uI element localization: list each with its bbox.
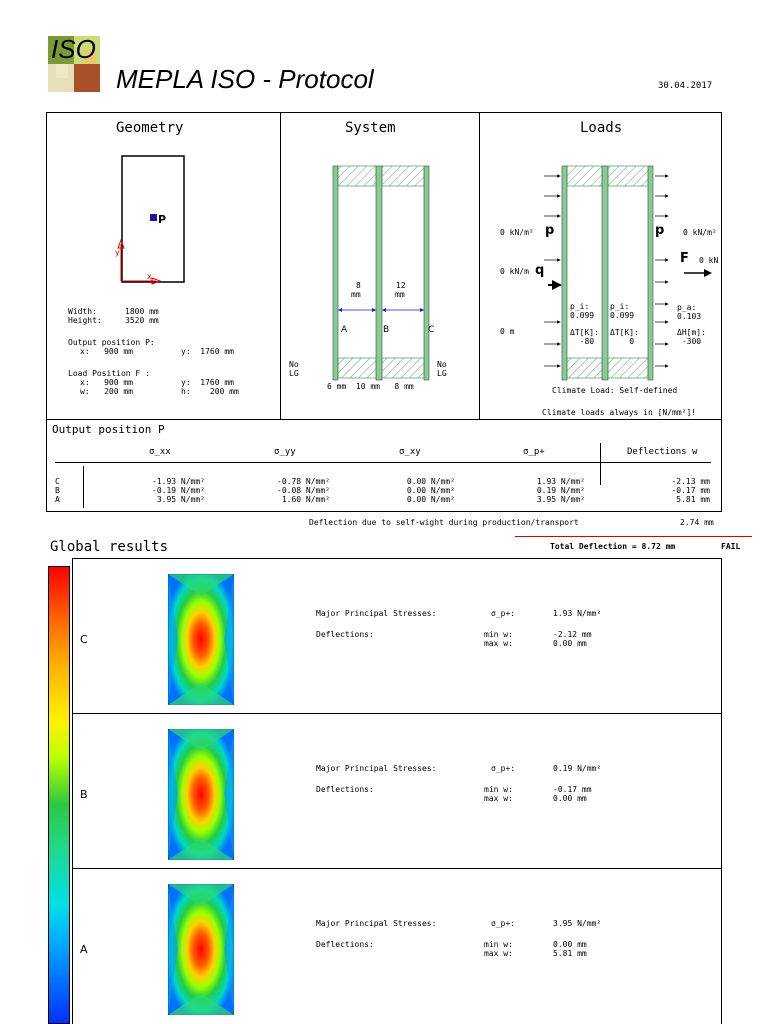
stress-label: Major Principal Stresses: — [316, 919, 437, 928]
table-cell-sxx: -0.19 N/mm² — [152, 486, 205, 495]
max-w-value: 0.00 mm — [553, 794, 587, 803]
report-date: 30.04.2017 — [658, 81, 713, 91]
pane-a-label: A — [341, 325, 348, 335]
output-x: x: 900 mm — [80, 347, 133, 356]
gap-2-value: 12 — [396, 281, 406, 290]
max-w-label: max w: — [484, 949, 513, 958]
stress-label: Major Principal Stresses: — [316, 609, 437, 618]
self-weight-value: 2.74 mm — [680, 518, 714, 527]
table-cell-sxy: 0.00 N/mm² — [406, 477, 455, 486]
max-w-label: max w: — [484, 794, 513, 803]
delta-height: ΔH[m]: -300 — [677, 328, 706, 346]
pane-label: A — [80, 943, 88, 956]
stress-symbol: σ_p+: — [491, 919, 516, 928]
output-y: y: 1760 mm — [181, 347, 234, 356]
point-p-label: P — [158, 213, 167, 226]
geometry-drawing — [100, 150, 200, 290]
stress-value: 0.19 N/mm² — [553, 764, 602, 773]
delta-temp-right: ΔT[K]: 0 — [610, 328, 639, 346]
stress-contour-plot — [168, 574, 234, 705]
force-arrow-icon — [684, 268, 712, 278]
system-drawing — [330, 160, 440, 385]
stress-value: 1.93 N/mm² — [553, 609, 602, 618]
inner-pressure-left: p_i: 0.099 — [570, 302, 595, 320]
table-cell-w: -2.13 mm — [671, 477, 710, 486]
left-p-label: p — [545, 223, 555, 238]
stress-symbol: σ_p+: — [491, 609, 516, 618]
climate-load-label: Climate Load: Self-defined — [552, 386, 678, 395]
stress-contour-plot — [168, 729, 234, 860]
gap-1-value: 8 — [356, 281, 361, 290]
min-w-value: -2.12 mm — [553, 630, 592, 639]
iso-logo — [48, 36, 100, 92]
right-p-value: 0 kN/m² — [683, 228, 717, 237]
output-position-label: Output position P: — [68, 338, 155, 347]
global-results-title: Global results — [50, 539, 169, 555]
table-cell-sxx: 3.95 N/mm² — [156, 495, 205, 504]
output-table-title: Output position P — [52, 423, 165, 436]
inner-pressure-right: p_i: 0.099 — [610, 302, 635, 320]
stress-symbol: σ_p+: — [491, 764, 516, 773]
outer-pressure: p_a: 0.103 — [677, 303, 702, 321]
logo-text: ISO — [51, 34, 96, 64]
col-header-sp: σ_p+ — [523, 447, 545, 457]
gap-1-unit: mm — [351, 290, 361, 299]
table-cell-syy: -0.78 N/mm² — [277, 477, 330, 486]
table-cell-pane: A — [55, 495, 60, 504]
system-title: System — [345, 120, 396, 136]
pane-c-label: C — [428, 325, 435, 335]
max-w-label: max w: — [484, 639, 513, 648]
width-label: Width: — [68, 307, 97, 316]
load-x: x: 900 mm — [80, 378, 133, 387]
height-label: Height: — [68, 316, 102, 325]
col-header-syy: σ_yy — [274, 447, 296, 457]
table-cell-sxy: 0.00 N/mm² — [406, 495, 455, 504]
min-w-value: -0.17 mm — [553, 785, 592, 794]
table-cell-sp: 0.19 N/mm² — [536, 486, 585, 495]
col-header-sxy: σ_xy — [399, 447, 421, 457]
height-value: 3520 mm — [125, 316, 159, 325]
table-cell-syy: 1.60 N/mm² — [281, 495, 330, 504]
min-w-label: min w: — [484, 940, 513, 949]
color-scale-legend — [48, 566, 70, 1024]
climate-note: Climate loads always in [N/mm²]! — [542, 408, 697, 417]
pane-b-label: B — [383, 325, 390, 335]
table-cell-sxy: 0.00 N/mm² — [406, 486, 455, 495]
table-cell-w: -0.17 mm — [671, 486, 710, 495]
load-position-label: Load Position F : — [68, 369, 150, 378]
self-weight-label: Deflection due to self-wight during production/transport — [309, 518, 579, 527]
right-f-label: F — [680, 251, 689, 266]
left-p-value: 0 kN/m² — [500, 228, 534, 237]
left-q-value: 0 kN/m — [500, 267, 529, 276]
axis-x-label: x — [147, 272, 152, 281]
geometry-title: Geometry — [116, 120, 184, 136]
max-w-value: 5.81 mm — [553, 949, 587, 958]
min-w-value: 0.00 mm — [553, 940, 587, 949]
delta-temp-left: ΔT[K]: -80 — [570, 328, 599, 346]
right-f-value: 0 kN — [699, 256, 719, 265]
left-support-label: No LG — [289, 360, 299, 378]
total-deflection: Total Deflection = 8.72 mm — [550, 542, 676, 551]
table-cell-sxx: -1.93 N/mm² — [152, 477, 205, 486]
stress-contour-plot — [168, 884, 234, 1015]
deflections-label: Deflections: — [316, 630, 374, 639]
left-m-value: 0 m — [500, 327, 515, 336]
table-cell-pane: B — [55, 486, 60, 495]
col-header-sxx: σ_xx — [149, 447, 171, 457]
load-h: h: 200 mm — [181, 387, 239, 396]
right-support-label: No LG — [437, 360, 447, 378]
axis-y-label: y — [115, 248, 120, 257]
min-w-label: min w: — [484, 630, 513, 639]
loads-title: Loads — [580, 120, 623, 136]
col-header-w: Deflections w — [627, 447, 698, 457]
table-cell-sp: 1.93 N/mm² — [536, 477, 585, 486]
width-value: 1800 mm — [125, 307, 159, 316]
deflections-label: Deflections: — [316, 785, 374, 794]
stress-label: Major Principal Stresses: — [316, 764, 437, 773]
table-cell-syy: -0.08 N/mm² — [277, 486, 330, 495]
table-cell-sp: 3.95 N/mm² — [536, 495, 585, 504]
table-cell-pane: C — [55, 477, 60, 486]
load-y: y: 1760 mm — [181, 378, 234, 387]
gap-2-unit: mm — [395, 290, 405, 299]
load-w: w: 200 mm — [80, 387, 133, 396]
total-deflection-status: FAIL — [721, 542, 741, 551]
pane-label: B — [80, 788, 88, 801]
layer-thicknesses: 6 mm 10 mm 8 mm — [327, 382, 414, 391]
stress-value: 3.95 N/mm² — [553, 919, 602, 928]
left-q-label: q — [535, 263, 545, 278]
max-w-value: 0.00 mm — [553, 639, 587, 648]
deflections-label: Deflections: — [316, 940, 374, 949]
min-w-label: min w: — [484, 785, 513, 794]
page-title: MEPLA ISO - Protocol — [116, 64, 374, 94]
pane-label: C — [80, 633, 88, 646]
table-cell-w: 5.81 mm — [676, 495, 710, 504]
loads-drawing — [540, 160, 670, 385]
right-p-label: p — [655, 223, 665, 238]
